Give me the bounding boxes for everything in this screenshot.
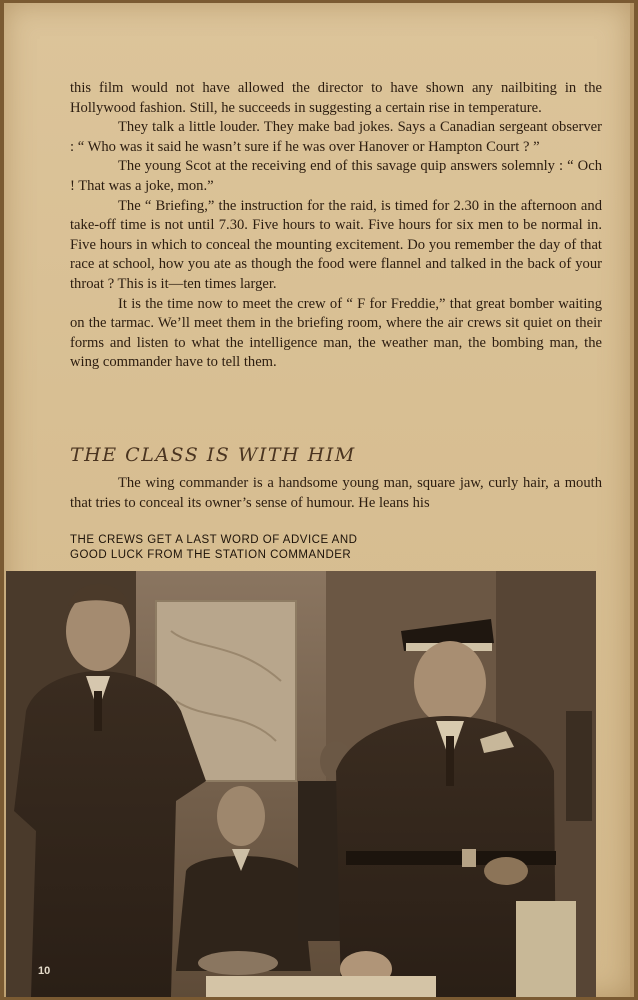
caption-line-1: THE CREWS GET A LAST WORD OF ADVICE AND <box>70 534 358 546</box>
paragraph-5: It is the time now to meet the crew of “ F for Freddie,” that great bomber waiting on the tarmac. We’ll meet them in the briefing room, where the air crews sit quiet on their forms and listen to what the intelligence man, the weather man, the bombing man, the wing commander have to tell them. <box>70 295 602 371</box>
paragraph-2: They talk a little louder. They make bad jokes. Says a Canadian sergeant observer : “ Who was it said he wasn’t sure if he was over Hanover or Hampton Court ? ” <box>70 119 602 155</box>
paragraph-1: this film would not have allowed the director to have shown any nailbiting in the Hollywood fashion. Still, he succeeds in suggesting a certain rise in temperature. <box>70 80 602 116</box>
page-number: 10 <box>38 965 51 977</box>
section-paragraph: The wing commander is a handsome young man, square jaw, curly hair, a mouth that tries to conceal its owner’s sense of humour. He leans his <box>70 475 602 511</box>
paragraph-4: The “ Briefing,” the instruction for the raid, is timed for 2.30 in the afternoon and take-off time is not until 7.30. Five hours to wait. Five hours for six men to be normal in. Five hours in which to conceal the mounting excitement. Do you remember the day of that race at school, how you ate as though the food were flannel and talked in the back of your throat ? This is it—ten times larger. <box>70 197 602 292</box>
body-text <box>70 79 602 373</box>
briefing-photograph <box>6 571 596 997</box>
book-page <box>4 3 634 997</box>
photo-illustration <box>6 571 596 997</box>
photo-caption <box>70 533 430 562</box>
paragraph-3: The young Scot at the receiving end of this savage quip answers solemnly : “ Och ! That was a joke, mon.” <box>70 158 602 194</box>
caption-line-2: GOOD LUCK FROM THE STATION COMMANDER <box>70 548 352 561</box>
section-heading: THE CLASS IS WITH HIM <box>70 444 356 466</box>
